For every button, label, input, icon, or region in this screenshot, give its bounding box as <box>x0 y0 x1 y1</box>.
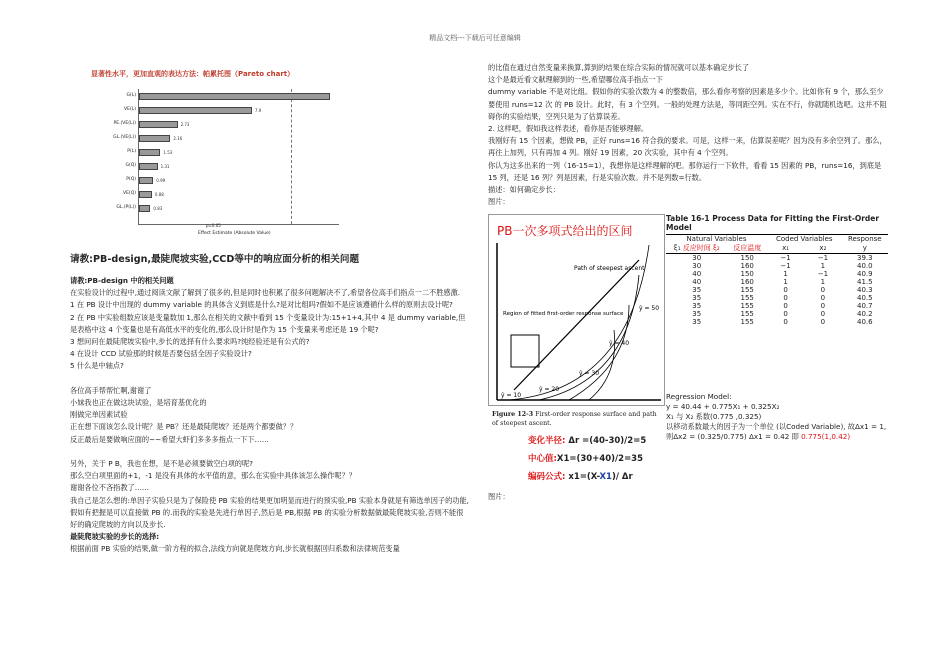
pareto-bar <box>139 121 178 128</box>
pareto-bar <box>139 177 153 184</box>
process-data-table <box>666 214 888 326</box>
left-paragraph: 1 在 PB 设计中出现的 dummy variable 的具体含义到底是什么?是对比组吗?假如不是应该遵循什么样的原则去设计呢? <box>70 300 453 310</box>
table-cell: 155 <box>740 318 754 327</box>
pareto-value-label: 7.9 <box>254 108 262 113</box>
table-cell: 30 <box>692 254 702 263</box>
contour-10: ŷ = 10 <box>501 392 522 400</box>
right-paragraphs <box>488 62 888 208</box>
table-row <box>666 318 888 326</box>
table-cell: 40.5 <box>856 294 873 303</box>
figure-caption <box>492 410 662 428</box>
significance-line <box>291 89 292 224</box>
figure-label-2: 图片： <box>488 492 510 502</box>
p-value-label: p=0.05 <box>206 223 221 228</box>
contour-40: ŷ = 40 <box>609 340 630 348</box>
pareto-bar <box>139 149 160 156</box>
left-paragraph <box>70 446 470 458</box>
table-cell: 35 <box>692 318 702 327</box>
table-cell: 0 <box>783 302 788 311</box>
table-cell: 1 <box>820 278 826 287</box>
table-row <box>666 302 888 310</box>
col-x2: x₂ <box>819 244 827 253</box>
step-formulas <box>528 432 646 486</box>
figure-composite <box>488 214 888 489</box>
table-cell: 0 <box>820 318 826 327</box>
table-cell: 150 <box>740 270 754 279</box>
left-paragraph: 在实验设计的过程中,通过阅读文献了解到了很多的,但是同时也积累了很多问题解决不了,希望各位高手们指点一二不胜感激. <box>70 288 461 298</box>
pareto-bar <box>139 205 150 212</box>
pareto-bar <box>139 191 152 198</box>
left-paragraph: 我自己是怎么想的:单因子实验只是为了保险使 PB 实验的结果更加明显而进行的预实验,PB 实验本身就是有筛选单因子的功能,假如有把握是可以直接做 PB 的.而我的实验是先进行单因子,然后是 PB,根据 PB 的实验分析数据做最陡爬坡实验,否则不能很好的确定爬坡的方向以及步长. <box>70 495 469 530</box>
left-paragraph: 3 想问问在最陡爬坡实验中,步长的选择有什么要求吗?纯经验还是有公式的? <box>70 337 310 347</box>
table-cell: 1 <box>783 270 788 279</box>
path-label: Path of steepest ascent <box>574 265 645 273</box>
right-paragraph: dummy variable 不是对比组。假如你的实验次数为 4 的整数倍，那么看你考察的因素是多少个。比如你有 9 个，那么至少要使用 runs=12 次 的 PB 设计。此时，有 3 个空列。一般的处理方法是，等同距空列。实在不行，你就随机选吧。这并不阻碍你的实验结果，空列只是为了估算误差。 <box>488 87 887 121</box>
response-surface-sketch <box>488 214 665 406</box>
table-cell: 35 <box>692 310 702 319</box>
reg-line-4: 以移动系数最大的因子为一个单位 (以Coded Variable), 故Δx1 = 1, 则Δx2 = (0.325/0.775) Δx1 = 0.42 即 0.775(1,0.42) <box>666 422 887 442</box>
pareto-x-label: Effect Estimate (Absolute Value) <box>198 231 271 236</box>
h-natural: Natural Variables <box>686 235 747 244</box>
table-cell: −1 <box>780 254 791 263</box>
left-column <box>70 55 470 556</box>
page-header: 精品文档---下载后可任意编辑 <box>429 34 521 42</box>
reg-line-2: y = 40.44 + 0.775X₁ + 0.325X₂ <box>666 402 780 412</box>
pareto-factor-label: P(Q) <box>126 177 136 182</box>
pareto-title: 显著性水平，更加直观的表达方法：帕累托图（Pareto chart） <box>91 70 295 78</box>
post-subheading: 请教:PB-design 中的相关问题 <box>70 276 174 285</box>
table-cell: 155 <box>740 302 754 311</box>
table-cell: 40 <box>692 278 702 287</box>
table-cell: 35 <box>692 294 702 303</box>
pareto-value-label: 0.88 <box>154 192 164 197</box>
pareto-factor-label: GL.(P(L)) <box>116 205 136 210</box>
right-paragraph: 这个是最近看文献理解到的一些,希望哪位高手指点一下 <box>488 75 663 85</box>
table-cell: 1 <box>783 278 788 287</box>
table-row <box>666 270 888 278</box>
table-cell: 160 <box>740 278 754 287</box>
post-heading: 请教:PB-design,最陡爬坡实验,CCD等中的响应面分析的相关问题 <box>70 254 360 265</box>
col-x1: x₁ <box>782 244 790 253</box>
sketch-title: PB一次多项式给出的区间 <box>497 224 633 239</box>
left-paragraph: 刚做完单因素试验 <box>70 410 128 420</box>
pareto-bar <box>139 107 252 114</box>
steepest-ascent-heading: 最陡爬坡实验的步长的选择: <box>70 532 160 542</box>
table-cell: 0 <box>820 310 826 319</box>
left-paragraph: 小妹我也正在做这块试验，是培育基优化的 <box>70 398 207 408</box>
caption-number: Figure 12-3 <box>492 411 534 419</box>
table-cell: 40.7 <box>856 302 873 311</box>
h-response: Response <box>847 235 882 244</box>
col-y: y <box>862 244 867 253</box>
table-cell: 0 <box>820 286 826 295</box>
pareto-bar <box>139 93 330 100</box>
right-paragraph: 的比值在通过自然变量来换算,算到的结果在综合实际的情况就可以基本确定步长了 <box>488 63 750 72</box>
pareto-plot-area <box>113 89 339 225</box>
pareto-value-label: 0.99 <box>156 178 166 183</box>
formula-coding: 编码公式: x1=(X-X1)/ Δr <box>528 472 633 483</box>
table-cell: 39.3 <box>856 254 873 263</box>
reg-line-3: X₁ 与 X₂ 系数(0.775 ,0.325) <box>666 412 762 422</box>
left-paragraph: 反正最后是要做响应面的~~希望大虾们多多多指点一下下…… <box>70 434 269 444</box>
col-xi1: ξ₁ <box>673 244 681 253</box>
table-cell: 35 <box>692 286 702 295</box>
left-paragraph: 另外，关于 P B，我也在想，是不是必须要做空白项的呢? <box>70 459 253 469</box>
table-cell: 40.2 <box>856 310 873 319</box>
right-paragraph: 你认为这多出来的一列（16-15=1），我想你是这样理解的吧。那你运行一下软件，看看 15 因素的 PB，runs=16，到底是 15 列，还是 16 列？列是因素，行是实验次数。并不是列数=行数。 <box>488 160 882 182</box>
region-label: Region of fitted first-order response surface <box>503 311 624 318</box>
left-paragraph: 那么空白项里面的+1，-1 是没有具体的水平值的意，那么在实验中具体该怎么操作呢？？ <box>70 471 356 481</box>
table-row <box>666 254 888 263</box>
contour-50: ŷ = 50 <box>639 305 660 313</box>
col-time: 反应时间 ξ₂ <box>682 244 720 253</box>
table-cell: 1 <box>820 262 826 271</box>
pareto-factor-label: PE.(VE(L)) <box>113 121 136 126</box>
regression-notes <box>666 392 888 442</box>
table-row <box>666 310 888 318</box>
right-paragraph: 描述：如何确定步长： <box>488 185 560 195</box>
table-cell: 40.9 <box>856 270 873 279</box>
table-cell: −1 <box>817 254 829 263</box>
table-cell: 30 <box>692 262 702 271</box>
pareto-bar <box>139 135 170 142</box>
pareto-factor-label: P(L) <box>127 149 136 154</box>
table-cell: 155 <box>740 286 754 295</box>
pareto-value-label: 2.16 <box>173 136 183 141</box>
left-paragraph: 谢谢各位不吝指教了…… <box>70 483 150 493</box>
table-cell: 160 <box>740 262 754 271</box>
pareto-factor-label: VE(L) <box>124 107 136 112</box>
pareto-factor-label: GL.(VE(L)) <box>113 135 136 140</box>
table-cell: 0 <box>783 310 788 319</box>
left-paragraph: 正在想下面该怎么设计呢？是 PB？还是最陡爬坡？还是两个都要做？？ <box>70 422 298 432</box>
table-cell: 40.0 <box>856 262 873 271</box>
table-cell: 150 <box>740 254 754 263</box>
table-row <box>666 286 888 294</box>
pareto-factor-label: VE(Q) <box>123 191 136 196</box>
pareto-factor-label: G(L) <box>126 93 136 98</box>
table-cell: 0 <box>783 286 788 295</box>
left-paragraph: 5 什么是中轴点? <box>70 361 124 371</box>
last-paragraph: 根据前面 PB 实验的结果,做一阶方程的拟合,法线方向就是爬坡方向,步长就根据回归系数和法律规范变量 <box>70 544 400 554</box>
table-cell: 40.6 <box>856 318 873 327</box>
table-cell: 41.5 <box>856 278 873 287</box>
pareto-value-label: 1.53 <box>163 150 173 155</box>
table-row <box>666 278 888 286</box>
left-paragraph <box>70 373 470 385</box>
right-paragraph: 2. 这样吧，假如我这样表述，看你是否能够理解。 <box>488 124 649 134</box>
right-column <box>488 62 888 504</box>
left-paragraphs <box>70 287 470 531</box>
left-paragraph: 各位高手帮帮忙啊,谢谢了 <box>70 385 152 395</box>
table-cell: 40 <box>692 270 702 279</box>
contour-20: ŷ = 20 <box>539 386 560 394</box>
pareto-value-label: 1.31 <box>160 164 170 169</box>
right-paragraph: 图片： <box>488 197 510 207</box>
reg-line-1: Regression Model: <box>666 392 732 402</box>
table-row <box>666 262 888 270</box>
pareto-factor-label: G(Q) <box>125 163 136 168</box>
table-cell: 0 <box>820 294 826 303</box>
table-cell: 35 <box>692 302 702 311</box>
caption-text: First-order response surface and path of steepest ascent. <box>492 411 657 428</box>
table-row <box>666 294 888 302</box>
table-cell: 0 <box>820 302 826 311</box>
formula-center: 中心值:X1=(30+40)/2=35 <box>528 454 644 465</box>
pareto-bar <box>139 163 158 170</box>
table-cell: −1 <box>780 262 791 271</box>
h-coded: Coded Variables <box>775 235 833 244</box>
pareto-value-label: 0.83 <box>153 206 163 211</box>
pareto-value-label: 2.73 <box>180 122 190 127</box>
col-temp: 反应温度 <box>733 244 762 253</box>
table-title: Table 16-1 Process Data for Fitting the First-Order Model <box>666 214 880 233</box>
table-cell: 155 <box>740 294 754 303</box>
table-cell: 40.3 <box>856 286 873 295</box>
contour-30: ŷ = 30 <box>579 370 600 378</box>
pareto-chart <box>88 55 418 245</box>
table-cell: 0 <box>783 318 788 327</box>
table-cell: −1 <box>817 270 829 279</box>
left-paragraph: 2 在 PB 中实验组数应该是变量数加 1,那么在相关的文献中看到 15 个变量设计为:15+1+4,其中 4 是 dummy variable,但是表格中这 4 个变量也是有高低水平的变化的,那么设计时是作为 15 个变量来考虑还是 19 个呢? <box>70 312 466 334</box>
table-cell: 155 <box>740 310 754 319</box>
right-paragraph: 我刚好有 15 个因素，想做 PB，正好 runs=16 符合我的要求。可是，这样一来，估算误差呢？因为没有多余空列了。那么，再往上加列，只有再加 4 列。刚好 19 因素，20 次实验，其中有 4 个空列。 <box>488 136 887 158</box>
left-paragraph: 4 在设计 CCD 试验那的时候是否要包括全因子实验设计? <box>70 349 252 359</box>
formula-radius: 变化半径: Δr =(40-30)/2=5 <box>528 436 647 447</box>
table-cell: 0 <box>783 294 788 303</box>
